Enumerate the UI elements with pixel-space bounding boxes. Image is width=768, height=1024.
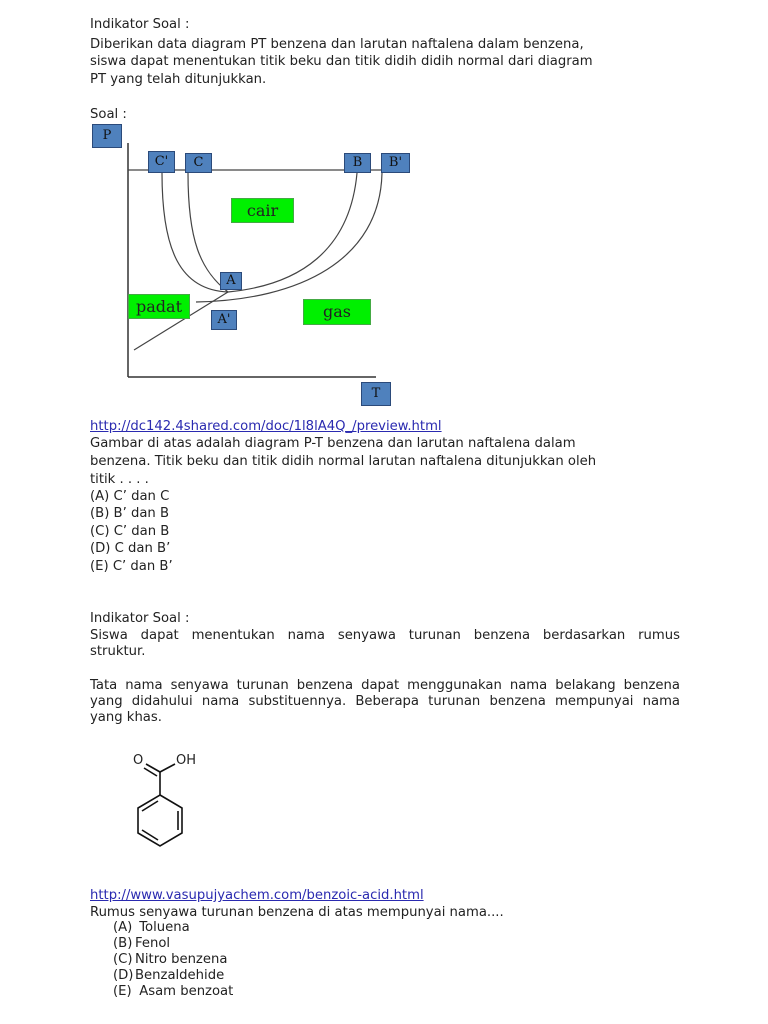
soal-title: Soal : <box>90 107 127 122</box>
point-a-prime: A' <box>211 310 237 330</box>
point-b: B <box>344 153 371 173</box>
point-a: A <box>220 272 242 290</box>
answer-option-a: (A) C’ dan C <box>90 489 170 504</box>
region-padat: padat <box>128 294 190 319</box>
intro-line: yang didahului nama substituennya. Beberapa turunan benzena mempunyai nama <box>90 694 680 709</box>
question-line: benzena. Titik beku dan titik didih normal larutan naftalena ditunjukkan oleh <box>90 454 597 469</box>
option-text: Fenol <box>135 936 171 951</box>
option-text: Nitro benzena <box>135 952 228 967</box>
axis-p-label: P <box>92 124 122 148</box>
answer-option-b <box>113 936 170 952</box>
point-c-prime: C' <box>148 151 175 173</box>
indikator-line: PT yang telah ditunjukkan. <box>90 72 267 87</box>
option-letter: (E) <box>113 984 132 999</box>
point-b-prime: B' <box>381 153 410 173</box>
answer-option-c <box>113 952 227 968</box>
intro-line: yang khas. <box>90 710 162 725</box>
answer-option-e: (E) C’ dan B’ <box>90 559 173 574</box>
answer-option-e <box>113 984 233 1000</box>
indikator-line: Siswa dapat menentukan nama senyawa turunan benzena berdasarkan rumus <box>90 628 680 643</box>
atom-oxygen: O <box>133 753 144 768</box>
option-text: Asam benzoat <box>139 984 234 999</box>
region-gas: gas <box>303 299 371 325</box>
answer-option-d: (D) C dan B’ <box>90 541 171 556</box>
question-line: Gambar di atas adalah diagram P-T benzena dan larutan naftalena dalam <box>90 436 576 451</box>
indikator-line: Diberikan data diagram PT benzena dan larutan naftalena dalam benzena, <box>90 37 584 52</box>
axis-t-label: T <box>361 382 391 406</box>
answer-option-a <box>113 920 190 936</box>
region-cair: cair <box>231 198 294 223</box>
question-line: titik . . . . <box>90 472 149 487</box>
option-text: Benzaldehide <box>135 968 225 983</box>
indikator-line: struktur. <box>90 644 146 659</box>
option-letter: (D) <box>113 968 134 983</box>
atom-hydroxyl: OH <box>176 753 197 768</box>
answer-option-d <box>113 968 224 984</box>
source-link-structure[interactable]: http://www.vasupujyachem.com/benzoic-acid.html <box>90 888 424 903</box>
answer-option-b: (B) B’ dan B <box>90 506 170 521</box>
indikator-line: siswa dapat menentukan titik beku dan titik didih didih normal dari diagram <box>90 54 593 69</box>
option-text: Toluena <box>139 920 190 935</box>
option-letter: (B) <box>113 936 133 951</box>
indikator-title-1: Indikator Soal : <box>90 17 190 32</box>
answer-option-c: (C) C’ dan B <box>90 524 170 539</box>
option-letter: (A) <box>113 920 133 935</box>
point-c: C <box>185 153 212 173</box>
indikator-title-2: Indikator Soal : <box>90 611 190 626</box>
source-link-diagram[interactable]: http://dc142.4shared.com/doc/1l8lA4Q_/preview.html <box>90 419 442 434</box>
question-text: Rumus senyawa turunan benzena di atas mempunyai nama.... <box>90 905 504 920</box>
intro-line: Tata nama senyawa turunan benzena dapat menggunakan nama belakang benzena <box>90 678 680 693</box>
option-letter: (C) <box>113 952 133 967</box>
